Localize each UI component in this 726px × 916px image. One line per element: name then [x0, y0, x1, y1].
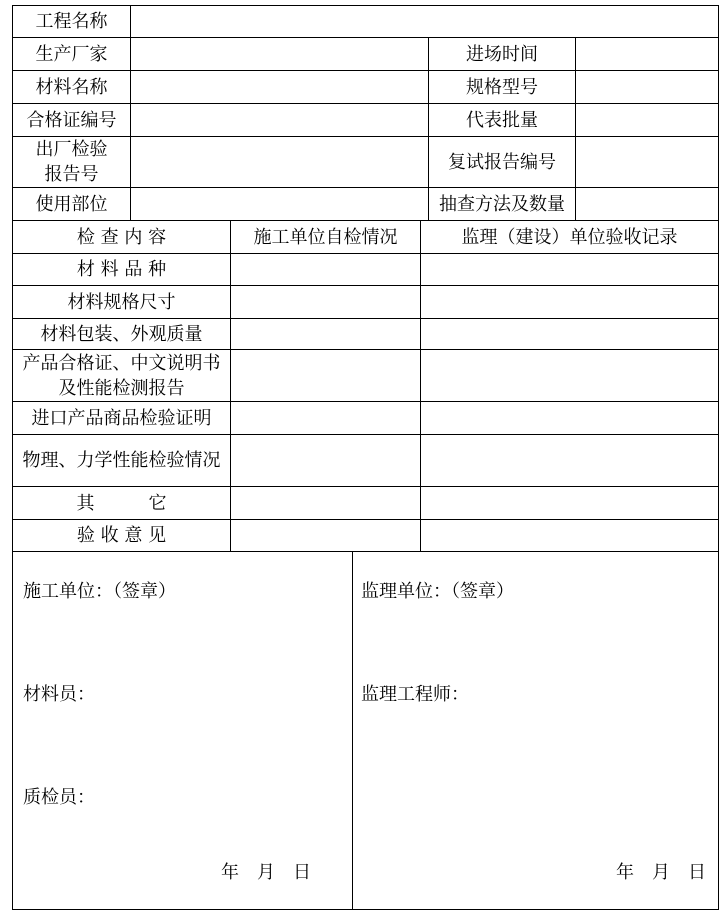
inspection-content-header: 检 查 内 容 [13, 221, 231, 254]
project-name-label: 工程名称 [13, 6, 131, 38]
date-left: 年 月 日 [221, 862, 311, 883]
usage-location-value[interactable] [131, 188, 429, 221]
contractor-cell[interactable] [231, 286, 421, 319]
sampling-method-label: 抽查方法及数量 [429, 188, 576, 221]
spec-model-label: 规格型号 [429, 71, 576, 104]
project-name-value[interactable] [131, 6, 718, 38]
contractor-cell[interactable] [231, 487, 421, 520]
supervisor-cell[interactable] [421, 350, 718, 402]
inspection-item: 材料规格尺寸 [13, 286, 231, 319]
supervisor-cell[interactable] [421, 487, 718, 520]
contractor-cell[interactable] [231, 520, 421, 552]
contractor-cell[interactable] [231, 350, 421, 402]
supervisor-cell[interactable] [421, 319, 718, 350]
contractor-unit-label: 施工单位：（签章） [23, 581, 176, 602]
quality-inspector-label: 质检员： [23, 787, 95, 808]
supervisor-cell[interactable] [421, 435, 718, 487]
retest-report-value[interactable] [576, 137, 718, 188]
material-acceptance-form [12, 5, 719, 910]
signature-divider [352, 552, 353, 910]
supervisor-cell[interactable] [421, 254, 718, 286]
material-name-value[interactable] [131, 71, 429, 104]
supervisor-cell[interactable] [421, 286, 718, 319]
inspection-item: 材 料 品 种 [13, 254, 231, 286]
factory-report-value[interactable] [131, 137, 429, 188]
contractor-cell[interactable] [231, 254, 421, 286]
contractor-check-header: 施工单位自检情况 [231, 221, 421, 254]
supervisor-cell[interactable] [421, 402, 718, 435]
date-right: 年 月 日 [616, 862, 706, 883]
contractor-cell[interactable] [231, 319, 421, 350]
inspection-item: 其 它 [13, 487, 231, 520]
contractor-cell[interactable] [231, 402, 421, 435]
certificate-no-label: 合格证编号 [13, 104, 131, 137]
sampling-method-value[interactable] [576, 188, 718, 221]
manufacturer-label: 生产厂家 [13, 38, 131, 71]
representative-batch-label: 代表批量 [429, 104, 576, 137]
supervision-engineer-label: 监理工程师： [361, 684, 469, 705]
entry-time-label: 进场时间 [429, 38, 576, 71]
supervisor-cell[interactable] [421, 520, 718, 552]
supervision-unit-label: 监理单位：（签章） [361, 581, 514, 602]
material-name-label: 材料名称 [13, 71, 131, 104]
representative-batch-value[interactable] [576, 104, 718, 137]
retest-report-label: 复试报告编号 [429, 137, 576, 188]
material-staff-label: 材料员： [23, 684, 95, 705]
usage-location-label: 使用部位 [13, 188, 131, 221]
inspection-item: 材料包装、外观质量 [13, 319, 231, 350]
contractor-cell[interactable] [231, 435, 421, 487]
certificate-no-value[interactable] [131, 104, 429, 137]
entry-time-value[interactable] [576, 38, 718, 71]
factory-report-label: 出厂检验报告号 [13, 137, 131, 188]
inspection-item: 物理、力学性能检验情况 [13, 435, 231, 487]
spec-model-value[interactable] [576, 71, 718, 104]
manufacturer-value[interactable] [131, 38, 429, 71]
supervisor-record-header: 监理（建设）单位验收记录 [421, 221, 718, 254]
inspection-item: 进口产品商品检验证明 [13, 402, 231, 435]
inspection-item: 验 收 意 见 [13, 520, 231, 552]
inspection-item: 产品合格证、中文说明书及性能检测报告 [13, 350, 231, 402]
